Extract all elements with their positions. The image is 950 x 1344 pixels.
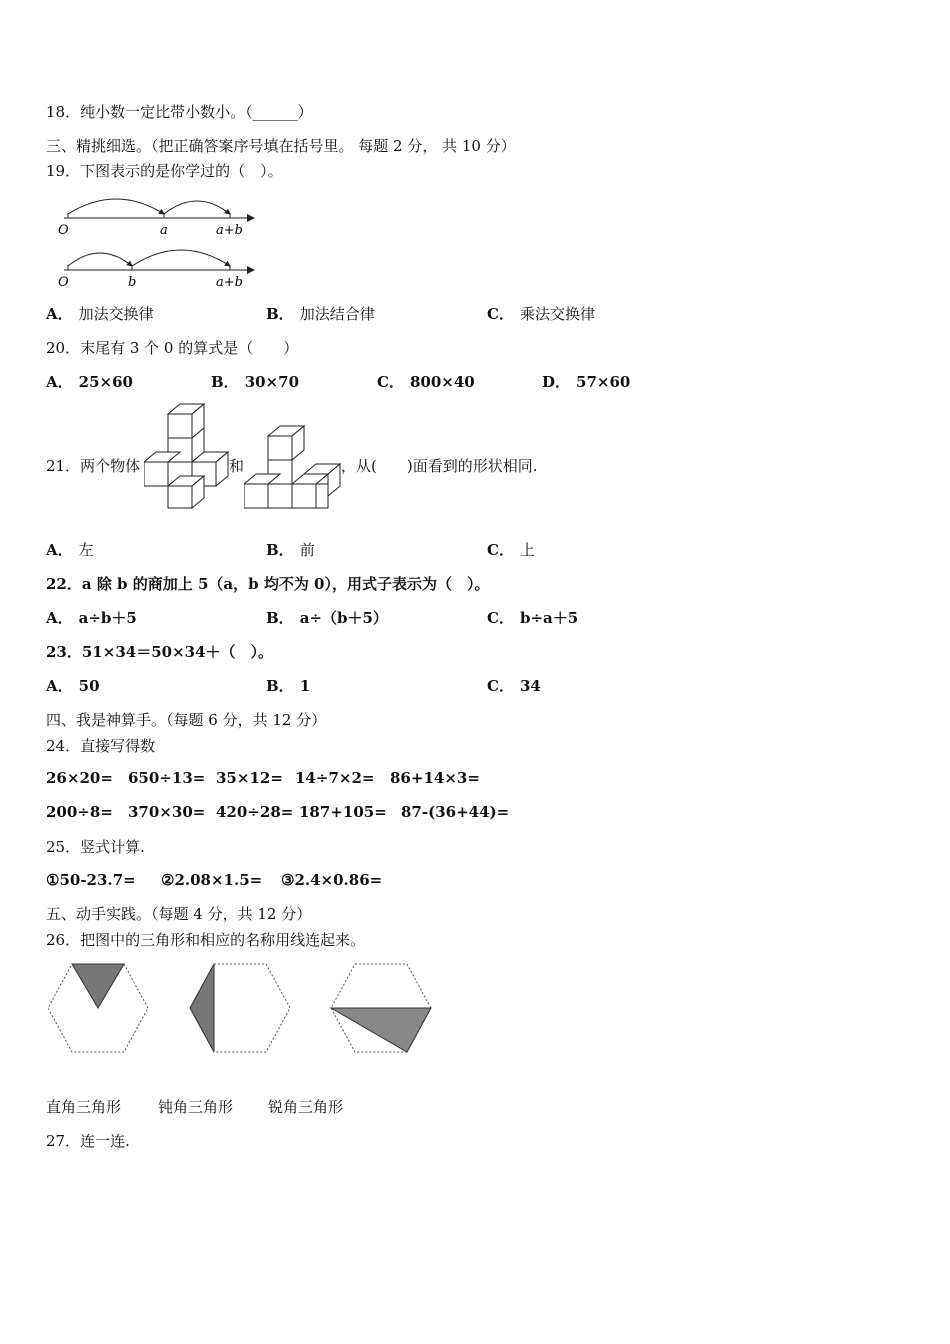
q20-option-c[interactable] (377, 372, 475, 392)
q22-option-a[interactable] (46, 608, 137, 628)
section5-title: 五、动手实践。（每题 4 分，共 12 分） (46, 905, 312, 923)
q19-option-b[interactable] (266, 304, 375, 324)
q20-option-d[interactable] (542, 372, 630, 392)
triangle-name-acute[interactable]: 锐角三角形 (268, 1098, 344, 1116)
q24-item: 370×30= (128, 803, 206, 821)
triangle-name-obtuse[interactable]: 钝角三角形 (158, 1098, 234, 1116)
section4-title: 四、我是神算手。（每题 6 分，共 12 分） (46, 711, 327, 729)
option-label: C． (487, 609, 514, 627)
q21-option-b[interactable] (266, 540, 315, 560)
bottom-label-o: O (58, 275, 69, 290)
q19-text: 19．下图表示的是你学过的（ ）。 (46, 162, 283, 180)
q20-option-b[interactable] (211, 372, 299, 392)
q21-prefix: 21．两个物体 (46, 457, 141, 475)
q21-option-a[interactable] (46, 540, 94, 560)
bottom-label-ab: a+b (216, 275, 243, 290)
option-text: 57×60 (576, 373, 631, 391)
q24-item: 200÷8= (46, 803, 113, 821)
option-label: B． (211, 373, 239, 391)
option-label: A． (46, 677, 73, 695)
hexagon-figure-2 (188, 962, 292, 1054)
number-line-diagram (46, 190, 266, 300)
option-label: B． (266, 677, 294, 695)
option-text: b÷a＋5 (519, 609, 579, 627)
q22-option-c[interactable] (487, 608, 578, 628)
option-label: A． (46, 305, 73, 323)
number-line-top (58, 199, 254, 238)
option-text: 1 (299, 677, 311, 695)
option-text: a÷b＋5 (78, 609, 137, 627)
option-text: 34 (519, 677, 541, 695)
q19-option-a[interactable] (46, 304, 154, 324)
option-label: A． (46, 609, 73, 627)
q24-item: 35×12= (216, 769, 283, 787)
option-text: 25×60 (78, 373, 133, 391)
q26-text: 26．把图中的三角形和相应的名称用线连起来。 (46, 931, 366, 949)
q23-text: 23．51×34＝50×34＋（ ）。 (46, 643, 274, 661)
option-text: 50 (78, 677, 100, 695)
q20-text: 20．末尾有 3 个 0 的算式是（ ） (46, 339, 299, 357)
triangle-name-right[interactable]: 直角三角形 (46, 1098, 122, 1116)
option-text: 乘法交换律 (519, 305, 595, 323)
q22-option-b[interactable] (266, 608, 388, 628)
option-label: B． (266, 305, 294, 323)
top-label-o: O (58, 223, 69, 238)
q24-item: 14÷7×2= (295, 769, 375, 787)
q24-text: 24．直接写得数 (46, 737, 156, 755)
option-text: 上 (519, 541, 535, 559)
option-text: a÷（b＋5） (299, 609, 388, 627)
number-line-bottom (58, 250, 254, 290)
option-label: B． (266, 609, 294, 627)
option-label: C． (487, 677, 514, 695)
q24-item: 187+105= (299, 803, 387, 821)
option-text: 加法结合律 (299, 305, 375, 323)
option-text: 加法交换律 (78, 305, 154, 323)
q25-item: ②2.08×1.5= (161, 871, 263, 889)
q21-option-c[interactable] (487, 540, 535, 560)
option-text: 左 (78, 541, 94, 559)
q24-item: 86+14×3= (390, 769, 480, 787)
option-label: A． (46, 373, 73, 391)
q27-text: 27．连一连. (46, 1132, 130, 1150)
q21-suffix: ，从( )面看到的形状相同. (341, 457, 538, 475)
q22-text: 22．a 除 b 的商加上 5（a，b 均不为 0），用式子表示为（ ）。 (46, 575, 490, 593)
q25-item: ③2.4×0.86= (281, 871, 383, 889)
q18-text: 18．纯小数一定比带小数小。（______） (46, 103, 313, 121)
shaded-triangle (190, 964, 214, 1052)
q23-option-a[interactable] (46, 676, 100, 696)
option-label: C． (487, 305, 514, 323)
q25-text: 25．竖式计算. (46, 838, 145, 856)
q20-option-a[interactable] (46, 372, 133, 392)
option-text: 30×70 (244, 373, 300, 391)
bottom-label-b: b (128, 275, 137, 290)
hexagon-figure-3 (329, 962, 433, 1054)
top-label-a: a (160, 223, 168, 238)
q24-item: 87-(36+44)= (401, 803, 510, 821)
top-label-ab: a+b (216, 223, 243, 238)
q25-item: ①50-23.7= (46, 871, 136, 889)
option-label: D． (542, 373, 571, 391)
option-text: 800×40 (409, 373, 475, 391)
q23-option-b[interactable] (266, 676, 310, 696)
option-label: B． (266, 541, 294, 559)
q19-option-c[interactable] (487, 304, 595, 324)
q23-option-c[interactable] (487, 676, 541, 696)
q24-item: 420÷28= (216, 803, 294, 821)
hexagon-figure-1 (46, 962, 150, 1054)
option-text: 前 (299, 541, 315, 559)
section3-title: 三、精挑细选。（把正确答案序号填在括号里。 每题 2 分， 共 10 分） (46, 137, 516, 155)
option-label: A． (46, 541, 73, 559)
cube-figure-2 (244, 424, 352, 510)
q24-item: 650÷13= (128, 769, 206, 787)
cube-figure-1 (144, 402, 236, 510)
q21-middle: 和 (229, 457, 245, 475)
option-label: C． (487, 541, 514, 559)
option-label: C． (377, 373, 404, 391)
q24-item: 26×20= (46, 769, 113, 787)
